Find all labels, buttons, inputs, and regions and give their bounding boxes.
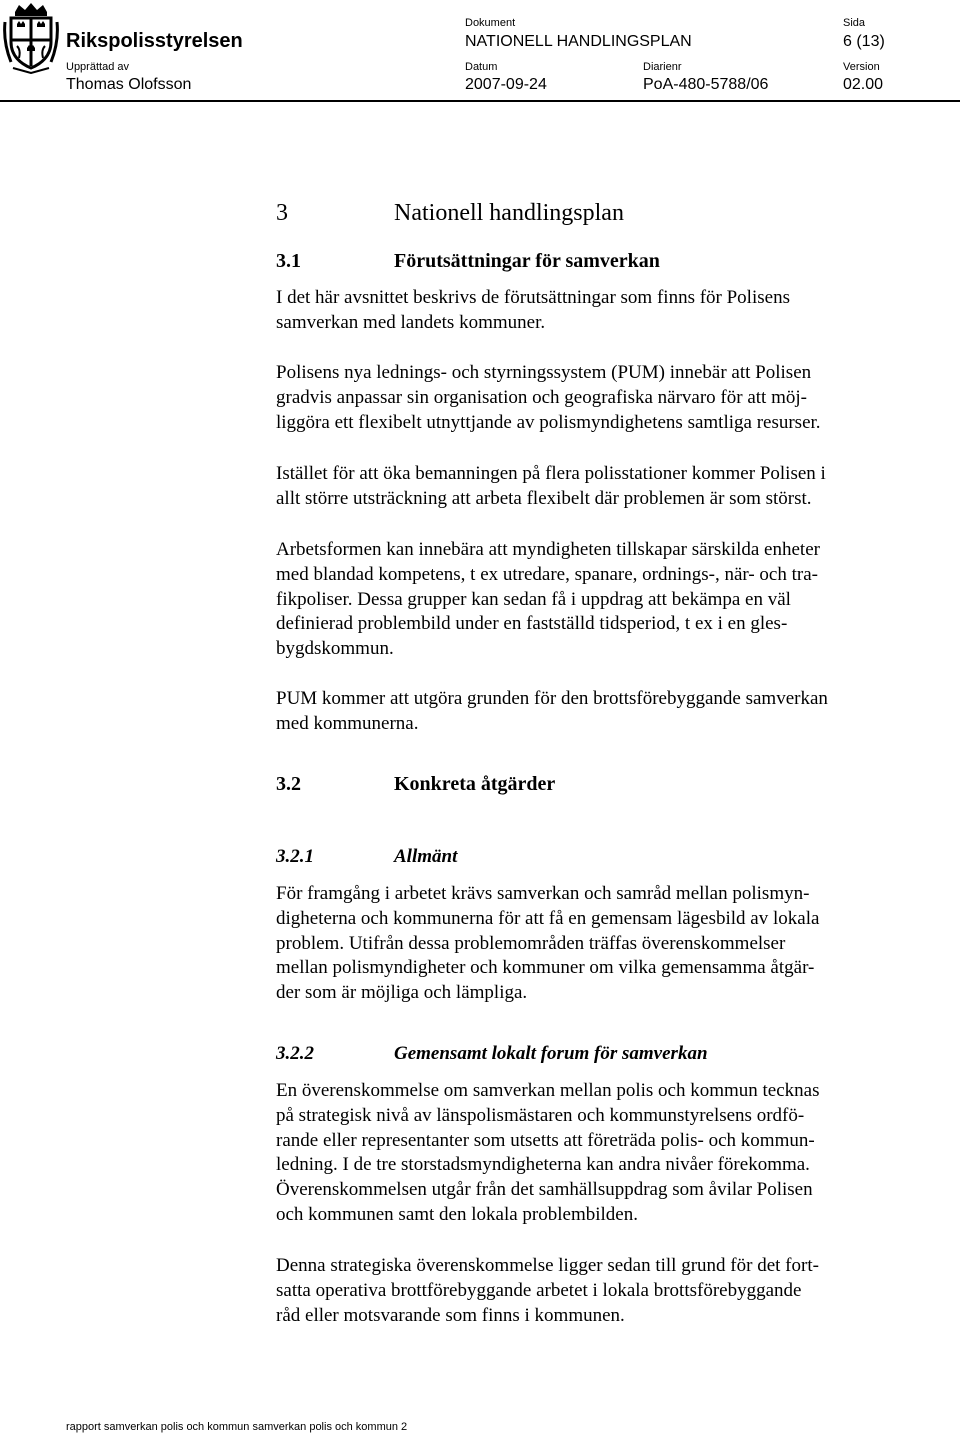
text-line: För framgång i arbetet krävs samverkan och samråd mellan polismyn-: [276, 883, 810, 904]
author-value: Thomas Olofsson: [66, 76, 192, 93]
text-line: med kommunerna.: [276, 712, 419, 734]
paragraph-3-1-a: [276, 286, 916, 336]
organization-name: Rikspolisstyrelsen: [66, 30, 243, 52]
text-line: problem. Utifrån dessa problemområden träffas överenskommelser: [276, 932, 786, 954]
date-value: 2007-09-24: [465, 76, 547, 93]
version-value: 02.00: [843, 76, 884, 93]
text-line: fikpoliser. Dessa grupper kan sedan få i uppdrag att bekämpa en väl: [276, 588, 791, 610]
heading-section-3: [276, 200, 624, 227]
heading-number: 3.2.1: [276, 846, 314, 867]
document-label: Dokument: [465, 17, 516, 29]
text-line: Arbetsformen kan innebära att myndigheten tillskapar särskilda enheter: [276, 539, 820, 560]
text-line: liggöra ett flexibelt utnyttjande av polismyndighetens samtliga resurser.: [276, 411, 821, 433]
regnr-value: PoA-480-5788/06: [643, 76, 769, 93]
heading-title: Förutsättningar för samverkan: [394, 250, 660, 272]
police-crest-logo: [3, 2, 59, 74]
text-line: mellan polismyndigheter och kommuner om vilka gemensamma åtgär-: [276, 957, 815, 979]
author-label: Upprättad av: [66, 61, 129, 73]
heading-number: 3.1: [276, 250, 301, 272]
text-line: digheterna och kommunerna för att få en gemensam lägesbild av lokala: [276, 907, 820, 929]
heading-title: Allmänt: [394, 846, 458, 867]
text-line: Polisens nya lednings- och styrningssystem (PUM) innebär att Polisen: [276, 362, 812, 383]
paragraph-3-1-d: [276, 538, 916, 662]
text-line: på strategisk nivå av länspolismästaren och kommunstyrelsens ordfö-: [276, 1104, 805, 1126]
version-label: Version: [843, 61, 880, 73]
text-line: gradvis anpassar sin organisation och geografiska närvaro för att möj-: [276, 386, 807, 408]
text-line: bygdskommun.: [276, 638, 394, 660]
text-line: allt större utsträckning att arbeta flexibelt där problemen är som störst.: [276, 487, 812, 509]
heading-section-3-2-2: [276, 1043, 708, 1065]
paragraph-3-1-c: [276, 462, 916, 512]
text-line: satta operativa brottförebyggande arbetet i lokala brottsförebyggande: [276, 1279, 802, 1301]
text-line: definierad problembild under en fastställd tidsperiod, t ex i en gles-: [276, 613, 788, 635]
text-line: Istället för att öka bemanningen på flera polisstationer kommer Polisen i: [276, 463, 826, 484]
document-value: NATIONELL HANDLINGSPLAN: [465, 33, 692, 50]
text-line: råd eller motsvarande som finns i kommunen.: [276, 1304, 625, 1326]
text-line: Denna strategiska överenskommelse ligger sedan till grund för det fort-: [276, 1255, 819, 1276]
text-line: rande eller representanter som utsetts att företräda polis- och kommun-: [276, 1129, 815, 1151]
text-line: ledning. I de tre storstadsmyndigheterna kan andra nivåer förekomma.: [276, 1154, 810, 1176]
paragraph-3-2-2-a: [276, 1079, 916, 1228]
text-line: och kommunen samt den lokala problembilden.: [276, 1203, 638, 1225]
regnr-label: Diarienr: [643, 61, 682, 73]
paragraph-3-1-e: [276, 687, 916, 737]
text-line: samverkan med landets kommuner.: [276, 311, 546, 333]
heading-title: Konkreta åtgärder: [394, 773, 556, 795]
text-line: med blandad kompetens, t ex utredare, spanare, ordnings-, när- och tra-: [276, 563, 818, 585]
text-line: der som är möjliga och lämpliga.: [276, 982, 528, 1004]
heading-section-3-1: [276, 250, 660, 273]
page-label: Sida: [843, 17, 866, 29]
text-line: I det här avsnittet beskrivs de förutsättningar som finns för Polisens: [276, 287, 790, 308]
heading-number: 3: [276, 200, 288, 226]
text-line: PUM kommer att utgöra grunden för den brottsförebyggande samverkan: [276, 688, 828, 709]
heading-number: 3.2.2: [276, 1043, 314, 1064]
heading-title: Nationell handlingsplan: [394, 200, 624, 226]
text-line: En överenskommelse om samverkan mellan polis och kommun tecknas: [276, 1080, 820, 1101]
heading-section-3-2: [276, 773, 555, 796]
paragraph-3-1-b: [276, 361, 916, 435]
footer-filename: rapport samverkan polis och kommun samverkan polis och kommun 2: [66, 1421, 408, 1433]
page-value: 6 (13): [843, 33, 885, 50]
header-divider: [0, 100, 960, 102]
paragraph-3-2-2-b: [276, 1254, 916, 1328]
text-line: Överenskommelsen utgår från det samhällsuppdrag som åvilar Polisen: [276, 1179, 813, 1201]
date-label: Datum: [465, 61, 498, 73]
paragraph-3-2-1-a: [276, 882, 916, 1006]
heading-number: 3.2: [276, 773, 301, 795]
heading-title: Gemensamt lokalt forum för samverkan: [394, 1043, 708, 1064]
heading-section-3-2-1: [276, 846, 457, 868]
